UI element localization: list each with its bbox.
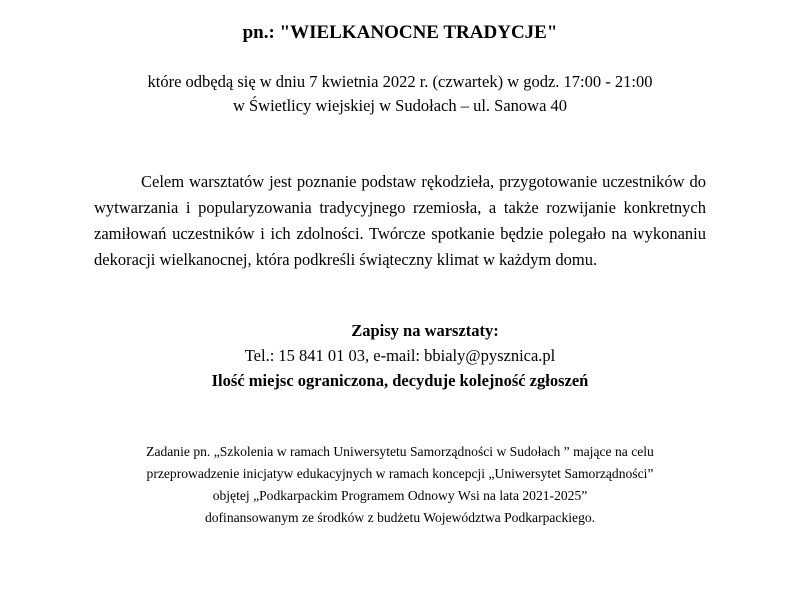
document-title: pn.: "WIELKANOCNE TRADYCJE"	[242, 22, 558, 43]
event-place-line: w Świetlicy wiejskiej w Sudołach – ul. Sanowa 40	[232, 96, 568, 115]
funding-footer	[0, 441, 800, 529]
description-paragraph: Celem warsztatów jest poznanie podstaw rękodzieła, przygotowanie uczestników do wytwarzania i popularyzowania tradycyjnego rzemiosła, a także rozwijanie konkretnych zamiłowań uczestników i ich zdolności. Twórcze spotkanie będzie polegało na wykonaniu dekoracji wielkanocnej, która podkreśli świąteczny klimat w każdym domu.	[94, 172, 706, 269]
footer-line-3: objętej „Podkarpackim Programem Odnowy Wsi na lata 2021-2025”	[212, 488, 588, 503]
footer-line-2: przeprowadzenie inicjatyw edukacyjnych w ramach koncepcji „Uniwersytet Samorządności”	[146, 466, 654, 481]
footer-line-4: dofinansowanym ze środków z budżetu Województwa Podkarpackiego.	[204, 510, 596, 525]
signup-limit-note: Ilość miejsc ograniczona, decyduje kolejność zgłoszeń	[211, 371, 589, 390]
signup-contact: Tel.: 15 841 01 03, e-mail: bbialy@pysznica.pl	[244, 346, 556, 365]
event-details	[0, 70, 800, 118]
event-date-line: które odbędą się w dniu 7 kwietnia 2022 r. (czwartek) w godz. 17:00 - 21:00	[147, 72, 653, 91]
signup-heading: Zapisy na warsztaty:	[351, 321, 499, 340]
footer-line-1: Zadanie pn. „Szkolenia w ramach Uniwersytetu Samorządności w Sudołach ” mające na celu	[146, 444, 654, 459]
signup-section	[0, 318, 800, 393]
